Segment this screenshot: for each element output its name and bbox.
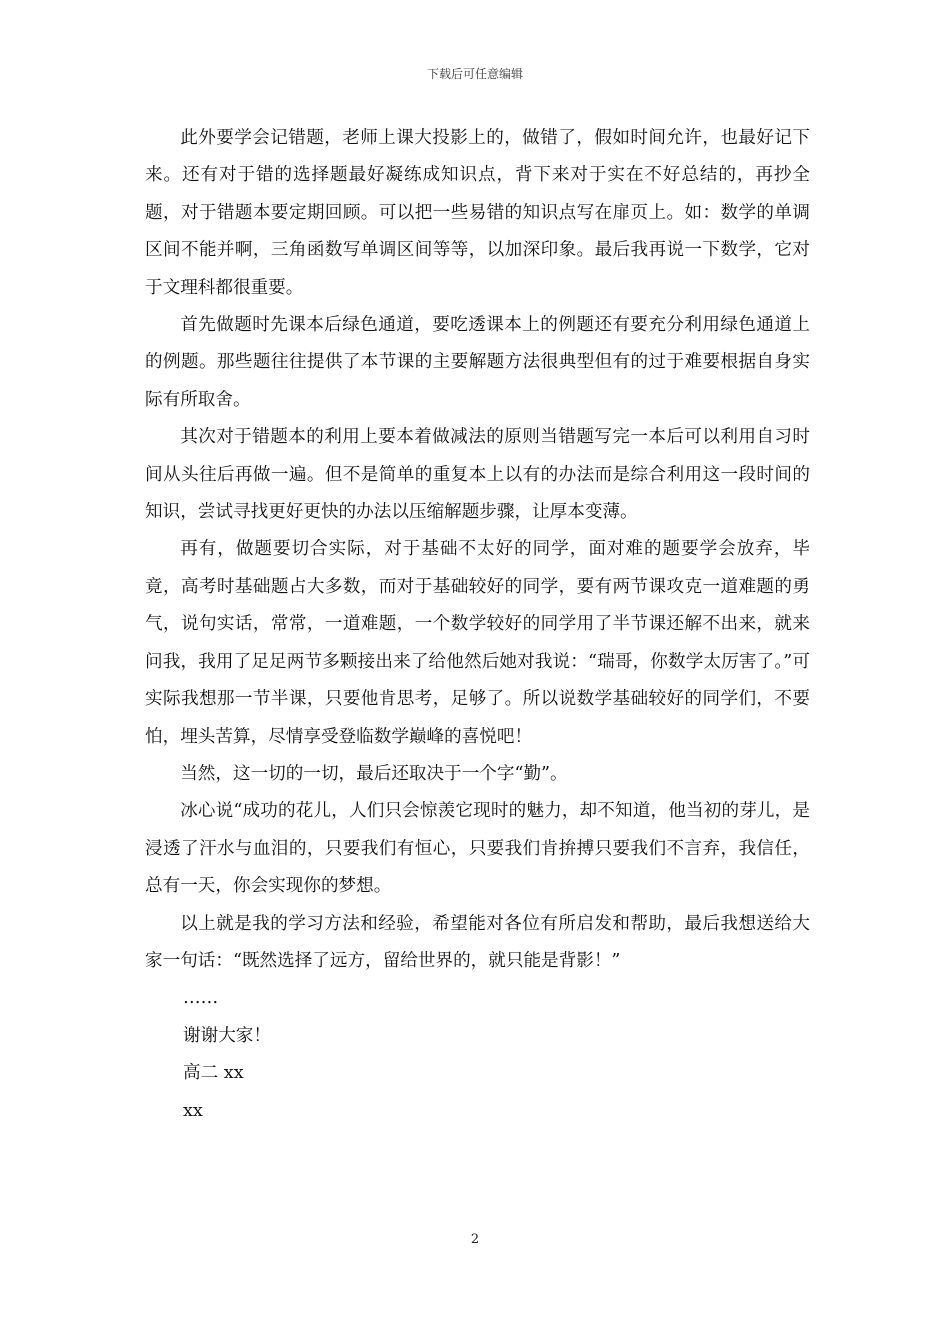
paragraph-bingxin-quote: 冰心说“成功的花儿，人们只会惊羡它现时的魅力，却不知道，他当初的芽儿，是浸透了汗水与血泪的，只要我们有恒心，只要我们肯拚搏只要我们不言弃，我信任，总有一天，你会实现你的梦想。 bbox=[145, 801, 810, 897]
paragraph-conclusion: 以上就是我的学习方法和经验，希望能对各位有所启发和帮助，最后我想送给大家一句话：“既然选择了远方，留给世界的，就只能是背影！” bbox=[145, 913, 810, 971]
paragraph-textbook-first: 首先做题时先课本后绿色通道，要吃透课本上的例题还有要充分利用绿色通道上的例题。那些题往往提供了本节课的主要解题方法很典型但有的过于难要根据自身实际有所取舍。 bbox=[145, 315, 810, 410]
paragraph-error-notebook: 此外要学会记错题，老师上课大投影上的，做错了，假如时间允许，也最好记下来。还有对于错的选择题最好凝练成知识点，背下来对于实在不好总结的，再抄全题，对于错题本要定期回顾。可以把一些易错的知识点写在扉页上。如：数学的单调区间不能并啊，三角函数写单调区间等等，以加深印象。最后我再说一下数学，它对于文理科都很重要。 bbox=[145, 128, 810, 298]
page-header: 下载后可任意编辑 bbox=[426, 67, 523, 81]
closing-grade: 高二 xx bbox=[183, 1063, 244, 1084]
document-body bbox=[145, 120, 810, 1130]
paragraph-diligence: 当然，这一切的一切，最后还取决于一个字“勤”。 bbox=[180, 763, 568, 784]
closing-name: xx bbox=[183, 1100, 203, 1121]
closing-thanks: 谢谢大家！ bbox=[183, 1025, 271, 1046]
page-number: 2 bbox=[470, 1232, 480, 1247]
paragraph-error-book-usage: 其次对于错题本的利用上要本着做减法的原则当错题写完一本后可以利用自习时间从头往后再做一遍。但不是简单的重复本上以有的办法而是综合利用这一段时间的知识，尝试寻找更好更快的办法以压缩解题步骤，让厚本变薄。 bbox=[145, 427, 810, 523]
paragraph-practical-practice: 再有，做题要切合实际，对于基础不太好的同学，面对难的题要学会放弃，毕竟，高考时基础题占大多数，而对于基础较好的同学，要有两节课攻克一道难题的勇气，说句实话，常常，一道难题，一个数学较好的同学用了半节课还解不出来，就来问我，我用了足足两节多颗接出来了给他然后她对我说：“瑞哥，你数学太厉害了。”可实际我想那一节半课，只要他肯思考，足够了。所以说数学基础较好的同学们，不要怕，埋头苦算，尽情享受登临数学巅峰的喜悦吧！ bbox=[145, 539, 810, 747]
closing-ellipsis: …… bbox=[183, 988, 219, 1009]
